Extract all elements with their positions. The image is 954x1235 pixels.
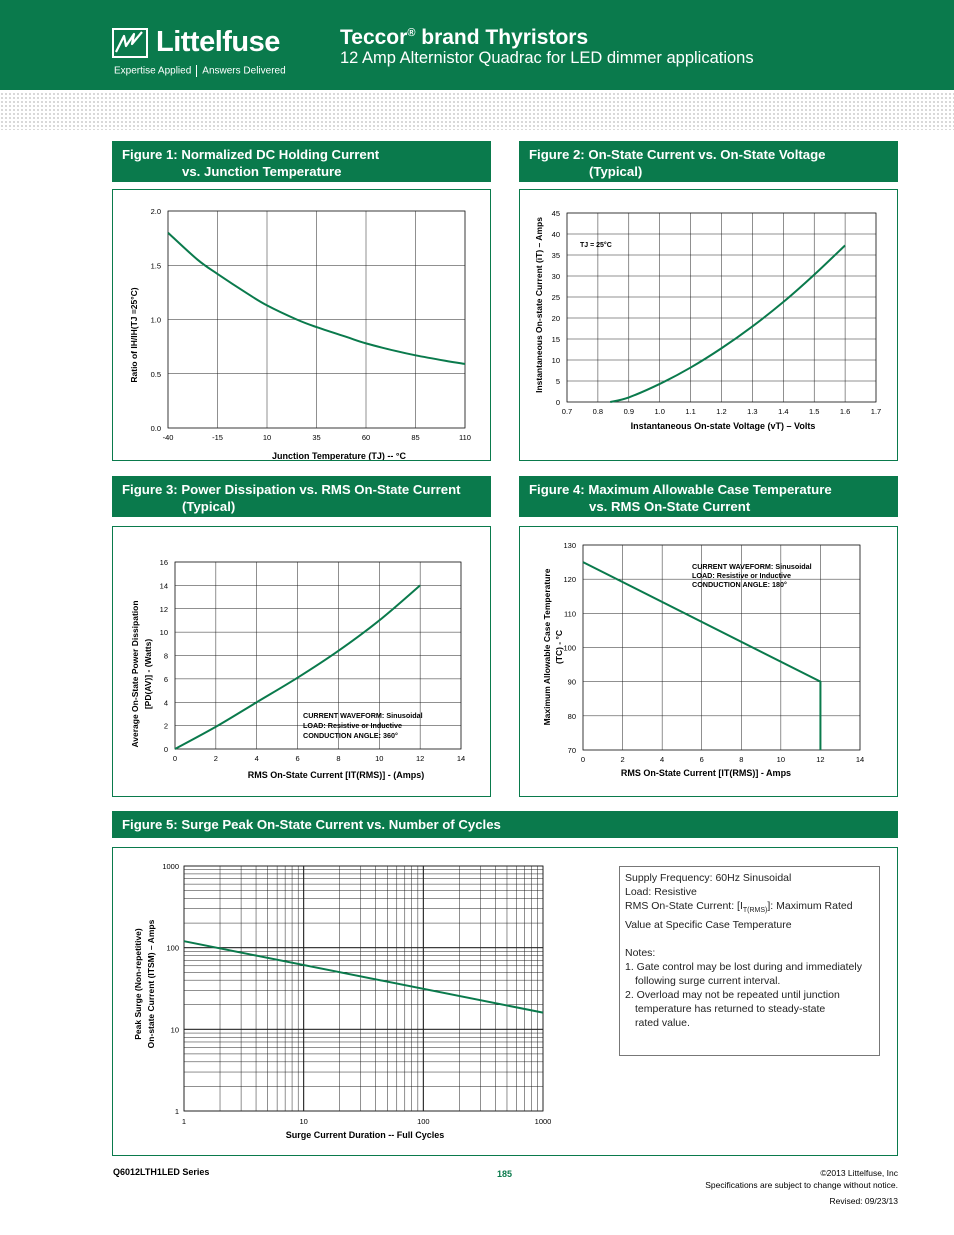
figure-1-chart [113,190,490,460]
f4-x-tick-label: 0 [580,755,586,764]
note-rms: RMS On-State Current: $[I_{T(RMS)}]$: Maximum Rated [625,900,853,915]
figure-1-box [112,189,491,461]
f1-x-tick-label: 35 [312,433,321,442]
f2-x-tick-label: 1.1 [685,407,696,416]
tagline-divider [196,65,197,77]
f4-annotation-1: CURRENT WAVEFORM: Sinusoidal [692,562,812,571]
figure-4-header [519,476,898,517]
figure-5-notes [619,866,880,1056]
page-header [0,0,954,90]
note-supply: Supply Frequency: 60Hz Sinusoidal [625,872,792,884]
figure-3-subtitle: (Typical) [182,499,236,514]
figure-3-header [112,476,491,517]
f4-annotation-3: CONDUCTION ANGLE: 180° [692,580,787,589]
f2-x-tick-label: 1.5 [808,407,820,416]
f2-y-tick-label: 35 [551,251,560,260]
figure-4-chart [520,527,897,796]
f5-y-axis-label-2: On-state Current (ITSM) – Amps [146,919,156,1049]
revision-date: Revised: 09/23/13 [829,1196,898,1206]
f5-x-tick-label: 1 [181,1117,187,1126]
f3-y-axis-label-2: [PD(AV)] - (Watts) [143,638,153,710]
f3-x-tick-label: 0 [172,754,178,763]
tagline [114,65,286,77]
figure-5-header [112,811,898,838]
brand-name: Littelfuse [156,26,280,58]
f4-x-tick-label: 8 [739,755,744,764]
f1-y-tick-label: 1.5 [150,261,161,271]
note-load: Load: Resistive [625,886,697,898]
littelfuse-logo-icon [112,28,148,58]
f1-x-tick-label: 110 [459,433,471,442]
figure-1-header [112,141,491,182]
f2-x-tick-label: 1.2 [716,407,727,416]
f5-x-tick-label: 10 [299,1117,308,1126]
notes-title: Notes: [625,947,656,960]
f3-x-tick-label: 10 [375,754,384,763]
f3-y-axis-label-1: Average On-State Power Dissipation [130,600,140,748]
f3-y-tick-label: 16 [159,558,168,567]
f3-y-tick-label: 4 [163,698,168,708]
f4-x-tick-label: 14 [855,755,865,764]
f5-y-tick-label: 1000 [162,862,179,871]
f5-x-tick-label: 1000 [534,1117,552,1126]
f2-x-tick-label: 0.8 [592,407,604,416]
figure-4-box [519,526,898,797]
f4-x-tick-label: 6 [699,755,704,764]
f2-y-tick-label: 20 [551,314,560,323]
f4-x-axis-label: RMS On-State Current [IT(RMS)] - Amps [620,768,792,778]
f4-x-tick-label: 12 [816,755,825,764]
f2-y-tick-label: 30 [551,272,560,281]
f3-x-tick-label: 14 [456,754,466,763]
f3-x-tick-label: 12 [415,754,425,763]
f1-y-tick-label: 1.0 [150,315,161,325]
f3-x-tick-label: 4 [254,754,259,763]
note-2: 2. Overload may not be repeated until junction [625,989,840,1002]
f3-x-tick-label: 2 [213,754,218,763]
title-brand: Teccor [340,26,408,49]
figure-2-box [519,189,898,461]
f2-annotation: TJ = 25°C [580,242,612,249]
f3-x-tick-label: 8 [336,754,341,763]
series-name: Q6012LTH1LED Series [113,1167,210,1177]
figure-1-title: Figure 1: Normalized DC Holding Current [122,147,380,162]
f2-x-tick-label: 1.4 [778,407,789,416]
figure-3-box [112,526,491,797]
note-rms-cont: Value at Specific Case Temperature [625,919,792,932]
f3-y-tick-label: 14 [159,581,168,591]
note-1-cont: following surge current interval. [635,975,781,988]
f3-annotation-2: LOAD: Resistive or Inductive [303,721,403,730]
f3-y-tick-label: 2 [163,721,168,731]
figure-2-chart [520,190,897,460]
copyright: ©2013 Littelfuse, Inc [820,1168,898,1178]
figure-2-header [519,141,898,182]
f4-x-tick-label: 4 [660,755,665,764]
figure-2-subtitle: (Typical) [589,164,643,179]
f2-y-tick-label: 10 [551,356,560,365]
f3-y-tick-label: 0 [163,745,168,754]
note-2-cont: temperature has returned to steady-state [635,1003,826,1016]
f1-y-tick-label: 0.5 [150,369,161,379]
figure-5-title: Figure 5: Surge Peak On-State Current vs. Number of Cycles [122,817,501,832]
f2-x-tick-label: 1.7 [870,407,882,416]
figure-3-title: Figure 3: Power Dissipation vs. RMS On-State Current [122,482,461,497]
f4-y-tick-label: 90 [567,677,576,687]
f1-y-axis-label: Ratio of IH/IH(TJ =25°C) [129,287,139,383]
f1-x-tick-label: 10 [262,433,272,442]
f5-plot-frame [184,866,543,1111]
f3-y-tick-label: 10 [159,628,168,638]
f3-x-tick-label: 6 [295,754,300,763]
f5-y-tick-label: 100 [166,943,179,953]
f2-x-tick-label: 1.0 [654,407,665,416]
f5-y-axis-label-1: Peak Surge (Non-repetitive) [133,928,143,1040]
f2-x-tick-label: 1.3 [747,407,758,416]
f4-y-axis-label-2: (TC) - °C [554,629,564,665]
f5-x-tick-label: 100 [417,1117,430,1126]
f3-y-tick-label: 12 [159,604,168,614]
copyright-block [705,1167,898,1191]
f3-annotation-3: CONDUCTION ANGLE: 360° [303,731,398,740]
f1-x-tick-label: -40 [162,433,174,442]
f3-x-axis-label: RMS On-State Current [IT(RMS)] - (Amps) [247,770,425,780]
f4-x-tick-label: 2 [620,755,625,764]
figure-2-title: Figure 2: On-State Current vs. On-State Voltage [529,147,826,162]
f2-data-line [610,245,845,402]
f4-annotation-2: LOAD: Resistive or Inductive [692,571,792,580]
registered-mark: ® [407,27,416,39]
f2-y-tick-label: 15 [551,335,560,344]
title-product: brand Thyristors [415,26,589,49]
f2-y-tick-label: 0 [555,398,560,407]
f5-x-axis-label: Surge Current Duration -- Full Cycles [285,1130,445,1140]
f1-x-tick-label: 85 [411,433,420,442]
f2-x-axis-label: Instantaneous On-state Voltage (vT) – Volts [630,421,816,431]
tagline-answers: Answers Delivered [202,65,286,77]
f5-y-tick-label: 10 [170,1025,179,1035]
f2-y-tick-label: 40 [551,230,560,239]
f2-y-tick-label: 25 [551,293,560,302]
f1-x-tick-label: 60 [361,433,371,442]
f4-y-tick-label: 110 [564,609,576,619]
f4-y-tick-label: 80 [567,711,576,721]
tagline-expertise: Expertise Applied [114,65,192,77]
figure-4-title: Figure 4: Maximum Allowable Case Temperature [529,482,832,497]
f1-x-axis-label: Junction Temperature (TJ) -- °C [272,451,406,460]
disclaimer: Specifications are subject to change without notice. [705,1180,898,1190]
f3-annotation-1: CURRENT WAVEFORM: Sinusoidal [303,711,423,720]
f1-x-tick-label: -15 [212,433,223,442]
page-title [340,26,588,50]
f2-y-tick-label: 45 [551,209,560,218]
f2-x-tick-label: 0.9 [623,407,635,416]
f4-y-tick-label: 100 [563,643,576,653]
f3-y-tick-label: 6 [163,674,168,684]
f4-y-tick-label: 130 [563,541,576,550]
figure-1-subtitle: vs. Junction Temperature [182,164,342,179]
f4-y-axis-label-1: Maximum Allowable Case Temperature [542,568,552,726]
figure-3-chart [113,527,490,796]
f2-y-tick-label: 5 [555,377,560,386]
f4-y-tick-label: 120 [563,575,576,585]
f1-y-tick-label: 0.0 [150,424,161,433]
f2-y-axis-label: Instantaneous On-state Current (iT) – Amps [534,217,544,393]
f2-x-tick-label: 1.6 [839,407,851,416]
dot-pattern-band [0,92,954,130]
figure-4-subtitle: vs. RMS On-State Current [589,499,751,514]
f4-x-tick-label: 10 [776,755,786,764]
f5-y-tick-label: 1 [174,1107,179,1116]
f4-y-tick-label: 70 [567,746,576,755]
f3-y-tick-label: 8 [163,651,168,661]
note-2-cont-2: rated value. [635,1017,690,1030]
page-number: 185 [497,1169,513,1179]
f5-data-line [184,941,543,1012]
page-subtitle: 12 Amp Alternistor Quadrac for LED dimmer applications [340,49,754,67]
f1-y-tick-label: 2.0 [150,207,161,216]
f2-x-tick-label: 0.7 [561,407,573,416]
note-1: 1. Gate control may be lost during and immediately [625,961,862,974]
